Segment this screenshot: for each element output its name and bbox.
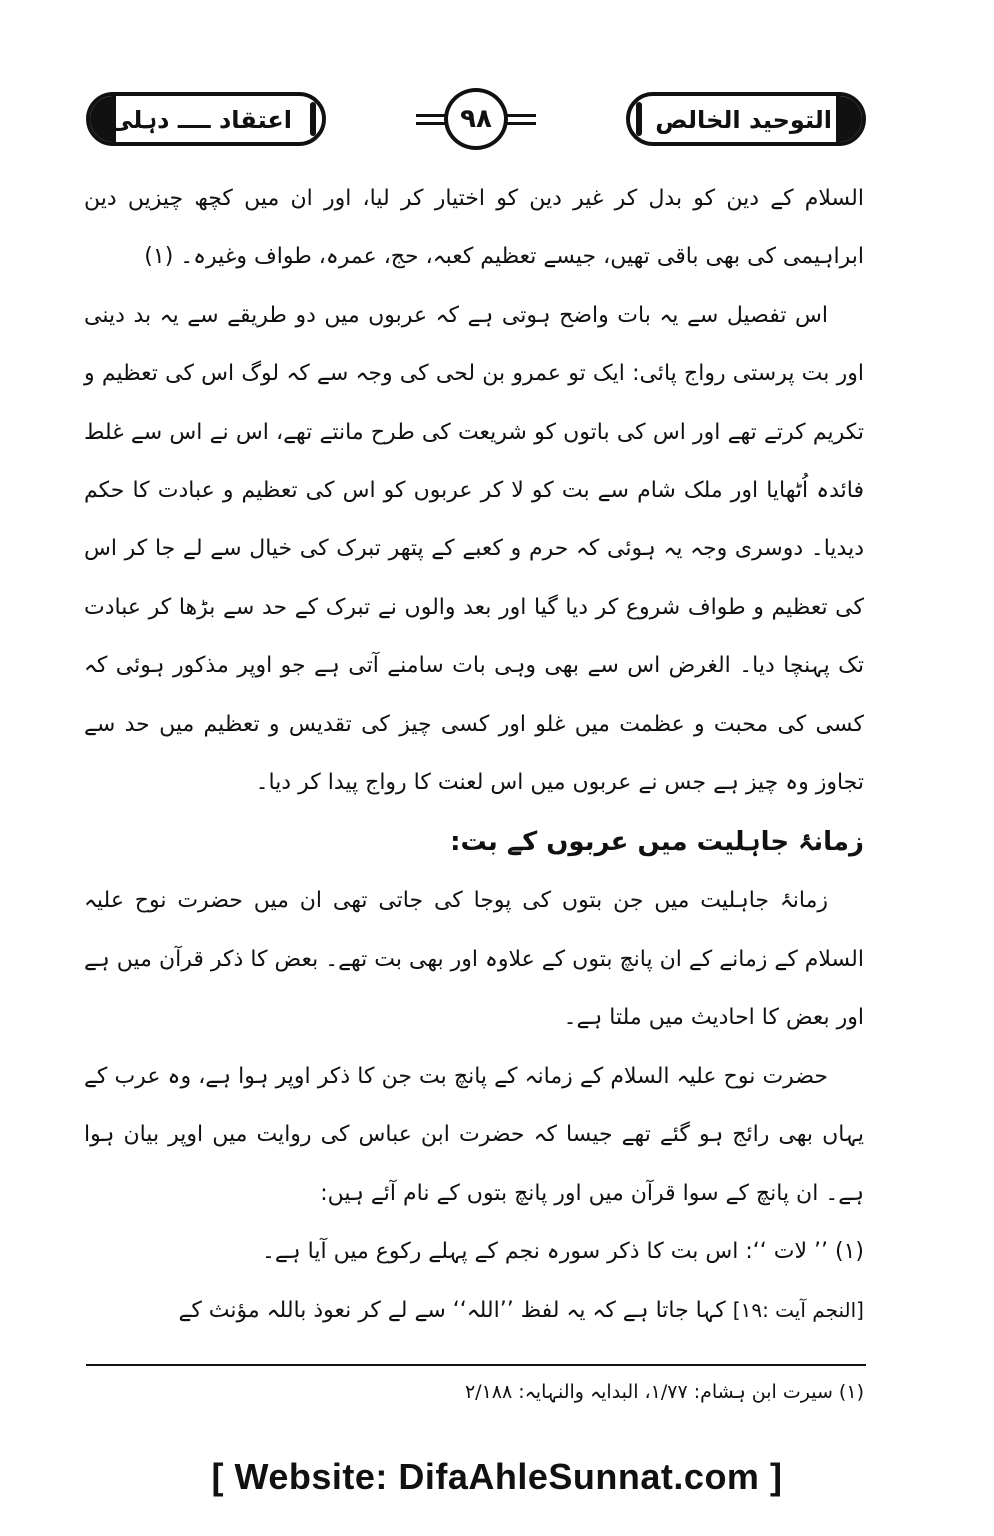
- section-heading: زمانۂ جاہلیت میں عربوں کے بت:: [450, 827, 864, 858]
- page-header: [86, 88, 866, 152]
- frame-bar-ornament: [310, 102, 316, 136]
- book-title-frame: [626, 92, 866, 146]
- paragraph-2: اس تفصیل سے یہ بات واضح ہوتی ہے کہ عربوں میں دو طریقے سے یہ بد دینی اور بت پرستی رواج پائی: ایک تو عمرو بن لحی کی وجہ سے کہ لوگ اس کی تعظیم و تکریم کرتے تھے اور اس کی باتوں کو شریعت کی طرح مانتے تھے، اس نے اس سے غلط فائدہ اُٹھایا اور ملک شام سے بت کو لا کر عربوں کو اس کی تعظیم و عبادت کا حکم دیدیا۔ دوسری وجہ یہ ہوئی کہ حرم و کعبے کے پتھر تبرک کی خیال سے لے جا کر اس کی تعظیم و طواف شروع کر دیا گیا اور بعد والوں نے تبرک کے حد سے بڑھا کر عبادت تک پہنچا دیا۔ الغرض اس سے بھی وہی بات سامنے آتی ہے جو اوپر مذکور ہوئی کہ کسی کی محبت و عظمت میں غلو اور کسی چیز کی تقدیس و تعظیم میں حد سے تجاوز وہ چیز ہے جس نے عربوں میں اس لعنت کا رواج پیدا کر دیا۔: [84, 302, 864, 796]
- paragraph-6: [84, 1281, 864, 1340]
- quran-reference: [النجم آیت :۱۹]: [732, 1298, 864, 1323]
- paragraph-4: حضرت نوح علیہ السلام کے زمانہ کے پانچ بت جن کا ذکر اوپر ہوا ہے، وہ عرب کے یہاں بھی رائج ہو گئے تھے جیسا کہ حضرت ابن عباس کی روایت میں اوپر بیان ہوا ہے۔ ان پانچ کے سوا قرآن میں اور پانچ بتوں کے نام آئے ہیں:: [84, 1063, 864, 1206]
- paragraph-3: زمانۂ جاہلیت میں جن بتوں کی پوجا کی جاتی تھی ان میں حضرت نوح علیہ السلام کے زمانے کے ان پانچ بتوں کے علاوہ اور بھی بت تھے۔ بعض کا ذکر قرآن میں ہے اور بعض کا احادیث میں ملتا ہے۔: [84, 888, 864, 1031]
- paragraph-1: السلام کے دین کو بدل کر غیر دین کو اختیار کر لیا، اور ان میں کچھ چیزیں دین ابراہیمی کی بھی باقی تھیں، جیسے تعظیم کعبہ، حج، عمرہ، طواف وغیرہ۔ (۱): [84, 186, 864, 270]
- frame-cap-ornament: [836, 96, 862, 142]
- book-title: التوحید الخالص: [655, 106, 832, 134]
- website-watermark: [ Website: DifaAhleSunnat.com ]: [211, 1456, 783, 1497]
- footnote: (۱) سیرت ابن ہشام: ۱/۷۷، البدایہ والنہایہ: ۲/۱۸۸: [464, 1381, 864, 1403]
- frame-bar-ornament: [636, 102, 642, 136]
- section-title-frame: [86, 92, 326, 146]
- footnote-divider: [86, 1364, 866, 1366]
- section-title: اعتقاد ــــ دہلی: [109, 106, 292, 134]
- paragraph-5: (۱) ’’ لات ‘‘: اس بت کا ذکر سورہ نجم کے پہلے رکوع میں آیا ہے۔: [261, 1238, 864, 1264]
- paragraph-6-text: کہا جاتا ہے کہ یہ لفظ ’’اللہ‘‘ سے لے کر نعوذ باللہ مؤنث کے: [178, 1298, 726, 1324]
- main-text: [84, 170, 864, 1341]
- page-number: ۹۸: [444, 88, 508, 150]
